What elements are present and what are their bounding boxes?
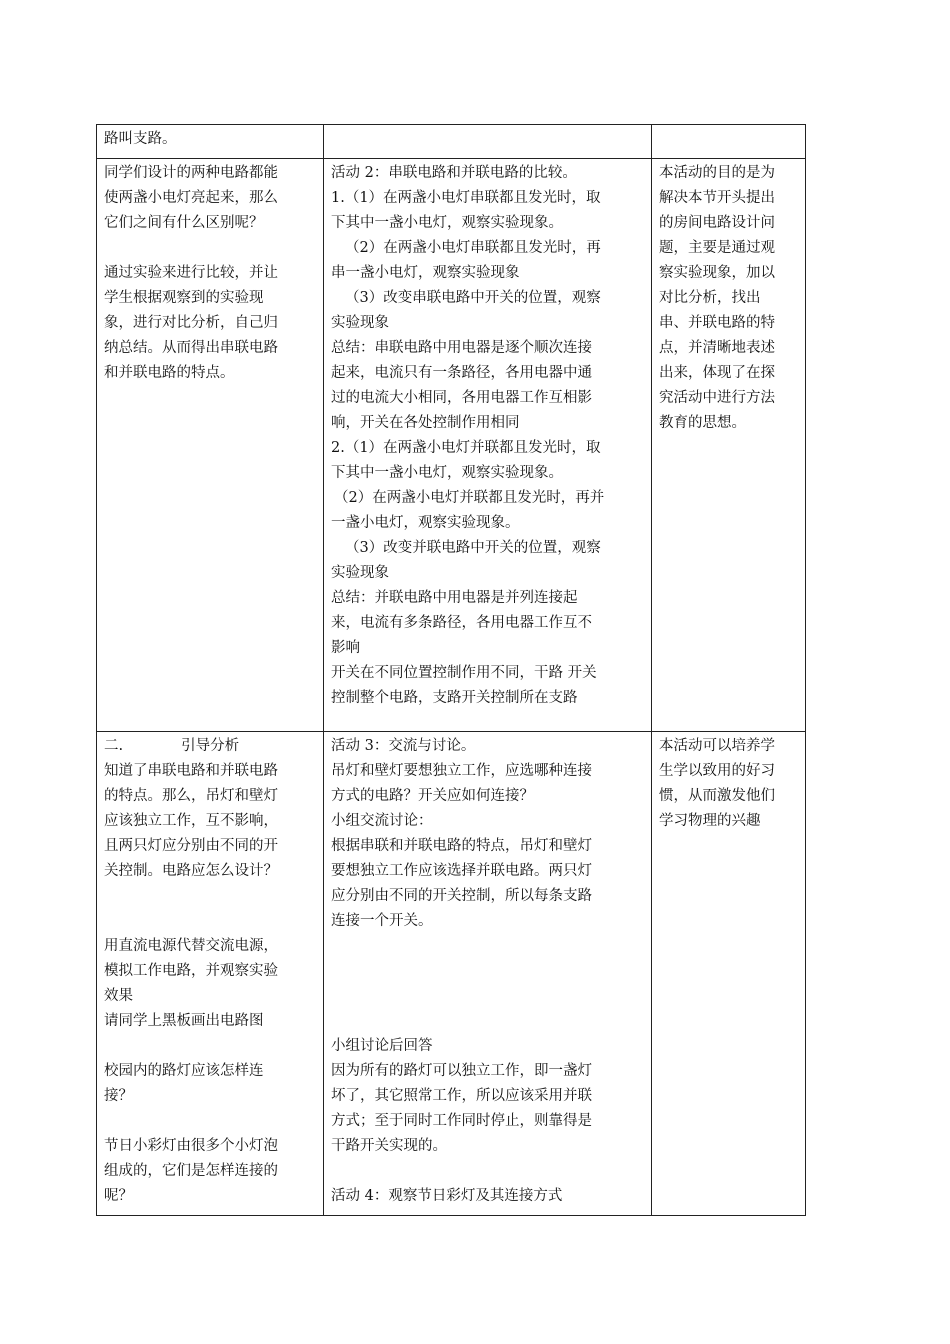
- text-line: 小组交流讨论：: [331, 813, 433, 829]
- design-intent-cell: [652, 732, 806, 1216]
- teacher-activity-cell: [97, 732, 324, 1216]
- text-line: 解决本节开头提出: [659, 190, 775, 206]
- text-line: 学生根据观察到的实验现: [104, 290, 264, 306]
- text-line: 呢？: [104, 1188, 133, 1204]
- blank-line: [104, 236, 316, 261]
- text-line: 串、并联电路的特: [659, 315, 775, 331]
- text-line: 的房间电路设计问: [659, 215, 775, 231]
- table-row: [97, 125, 806, 159]
- text-line: 效果: [104, 988, 133, 1004]
- activity-title: 活动 3：交流与讨论。: [331, 738, 476, 754]
- text-line: 且两只灯应分别由不同的开: [104, 838, 278, 854]
- text-line: 串一盏小电灯，观察实验现象: [331, 265, 520, 281]
- text-line: 出来，体现了在探: [659, 365, 775, 381]
- summary-line: 总结：并联电路中用电器是并列连接起: [331, 590, 578, 606]
- blank-line: [331, 934, 644, 959]
- text-line: 模拟工作电路，并观察实验: [104, 963, 278, 979]
- text-line: 同学们设计的两种电路都能: [104, 165, 278, 181]
- activity-title: 活动 2：串联电路和并联电路的比较。: [331, 165, 577, 181]
- text-line: 惯，从而激发他们: [659, 788, 775, 804]
- blank-line: [104, 884, 316, 909]
- teacher-activity-cell: [97, 159, 324, 732]
- text-line: 用直流电源代替交流电源，: [104, 938, 278, 954]
- text-line: （2）在两盏小电灯串联都且发光时，再: [345, 240, 601, 256]
- summary-line: 开关在不同位置控制作用不同，干路 开关: [331, 665, 597, 681]
- text-line: 干路开关实现的。: [331, 1138, 447, 1154]
- text-line: 小组讨论后回答: [331, 1038, 433, 1054]
- text-line: 关控制。电路应怎么设计？: [104, 863, 278, 879]
- section-number: 二.: [104, 738, 124, 754]
- summary-line: 起来，电流只有一条路径，各用电器中通: [331, 365, 592, 381]
- student-activity-cell: [324, 159, 652, 732]
- summary-line: 响，开关在各处控制作用相同: [331, 415, 520, 431]
- section-title: 引导分析: [181, 738, 240, 754]
- summary-line: 过的电流大小相同，各用电器工作互相影: [331, 390, 592, 406]
- blank-line: [104, 909, 316, 934]
- text-line: 根据串联和并联电路的特点，吊灯和壁灯: [331, 838, 592, 854]
- table-row: [97, 159, 806, 732]
- text-line: 实验现象: [331, 315, 389, 331]
- blank-line: [331, 959, 644, 984]
- section-heading: [104, 734, 316, 759]
- text-line: 点，并清晰地表述: [659, 340, 775, 356]
- text-line: 组成的，它们是怎样连接的: [104, 1163, 278, 1179]
- text-line: 方式的电路？开关应如何连接？: [331, 788, 534, 804]
- design-intent-cell: [652, 125, 806, 159]
- text-line: 察实验现象，加以: [659, 265, 775, 281]
- text-line: 一盏小电灯，观察实验现象。: [331, 515, 520, 531]
- text-line: 要想独立工作应该选择并联电路。两只灯: [331, 863, 592, 879]
- text-line: 因为所有的路灯可以独立工作，即一盏灯: [331, 1063, 592, 1079]
- text-line: 实验现象: [331, 565, 389, 581]
- text-line: （2）在两盏小电灯并联都且发光时，再并: [334, 490, 605, 506]
- text-line: 和并联电路的特点。: [104, 365, 235, 381]
- text-line: 接？: [104, 1088, 133, 1104]
- blank-line: [104, 1109, 316, 1134]
- text-line: 生学以致用的好习: [659, 763, 775, 779]
- text-line: 应分别由不同的开关控制，所以每条支路: [331, 888, 592, 904]
- text-line: 究活动中进行方法: [659, 390, 775, 406]
- text-line: （3）改变串联电路中开关的位置，观察: [345, 290, 601, 306]
- text-line: 方式；至于同时工作同时停止，则靠得是: [331, 1113, 592, 1129]
- text-line: 的特点。那么，吊灯和壁灯: [104, 788, 278, 804]
- blank-line: [331, 984, 644, 1009]
- blank-line: [331, 1159, 644, 1184]
- text-line: 通过实验来进行比较，并让: [104, 265, 278, 281]
- text-line: 节日小彩灯由很多个小灯泡: [104, 1138, 278, 1154]
- activity-title: 活动 4：观察节日彩灯及其连接方式: [331, 1188, 563, 1204]
- student-activity-cell: [324, 125, 652, 159]
- text-line: 路叫支路。: [104, 131, 177, 147]
- blank-line: [331, 1009, 644, 1034]
- text-line: 下其中一盏小电灯，观察实验现象。: [331, 215, 563, 231]
- text-line: 它们之间有什么区别呢？: [104, 215, 264, 231]
- teacher-activity-cell: [97, 125, 324, 159]
- text-line: 校园内的路灯应该怎样连: [104, 1063, 264, 1079]
- text-line: 下其中一盏小电灯，观察实验现象。: [331, 465, 563, 481]
- student-activity-cell: [324, 732, 652, 1216]
- text-line: 题，主要是通过观: [659, 240, 775, 256]
- lesson-plan-table: [96, 124, 806, 1216]
- text-line: 对比分析，找出: [659, 290, 761, 306]
- summary-line: 来，电流有多条路径，各用电器工作互不: [331, 615, 592, 631]
- text-line: 本活动可以培养学: [659, 738, 775, 754]
- summary-line: 影响: [331, 640, 360, 656]
- text-line: 教育的思想。: [659, 415, 746, 431]
- design-intent-cell: [652, 159, 806, 732]
- text-line: 坏了，其它照常工作，所以应该采用并联: [331, 1088, 592, 1104]
- text-line: （3）改变并联电路中开关的位置，观察: [345, 540, 601, 556]
- table-row: [97, 732, 806, 1216]
- text-line: 学习物理的兴趣: [659, 813, 761, 829]
- text-line: 本活动的目的是为: [659, 165, 775, 181]
- text-line: 请同学上黑板画出电路图: [104, 1013, 264, 1029]
- text-line: 纳总结。从而得出串联电路: [104, 340, 278, 356]
- text-line: 连接一个开关。: [331, 913, 433, 929]
- text-line: 吊灯和壁灯要想独立工作，应选哪种连接: [331, 763, 592, 779]
- summary-line: 总结：串联电路中用电器是逐个顺次连接: [331, 340, 592, 356]
- text-line: 2.（1）在两盏小电灯并联都且发光时，取: [331, 440, 601, 456]
- text-line: 1.（1）在两盏小电灯串联都且发光时，取: [331, 190, 601, 206]
- text-line: 知道了串联电路和并联电路: [104, 763, 278, 779]
- text-line: 象，进行对比分析，自己归: [104, 315, 278, 331]
- text-line: 应该独立工作，互不影响，: [104, 813, 278, 829]
- blank-line: [104, 1034, 316, 1059]
- summary-line: 控制整个电路，支路开关控制所在支路: [331, 690, 578, 706]
- text-line: 使两盏小电灯亮起来，那么: [104, 190, 278, 206]
